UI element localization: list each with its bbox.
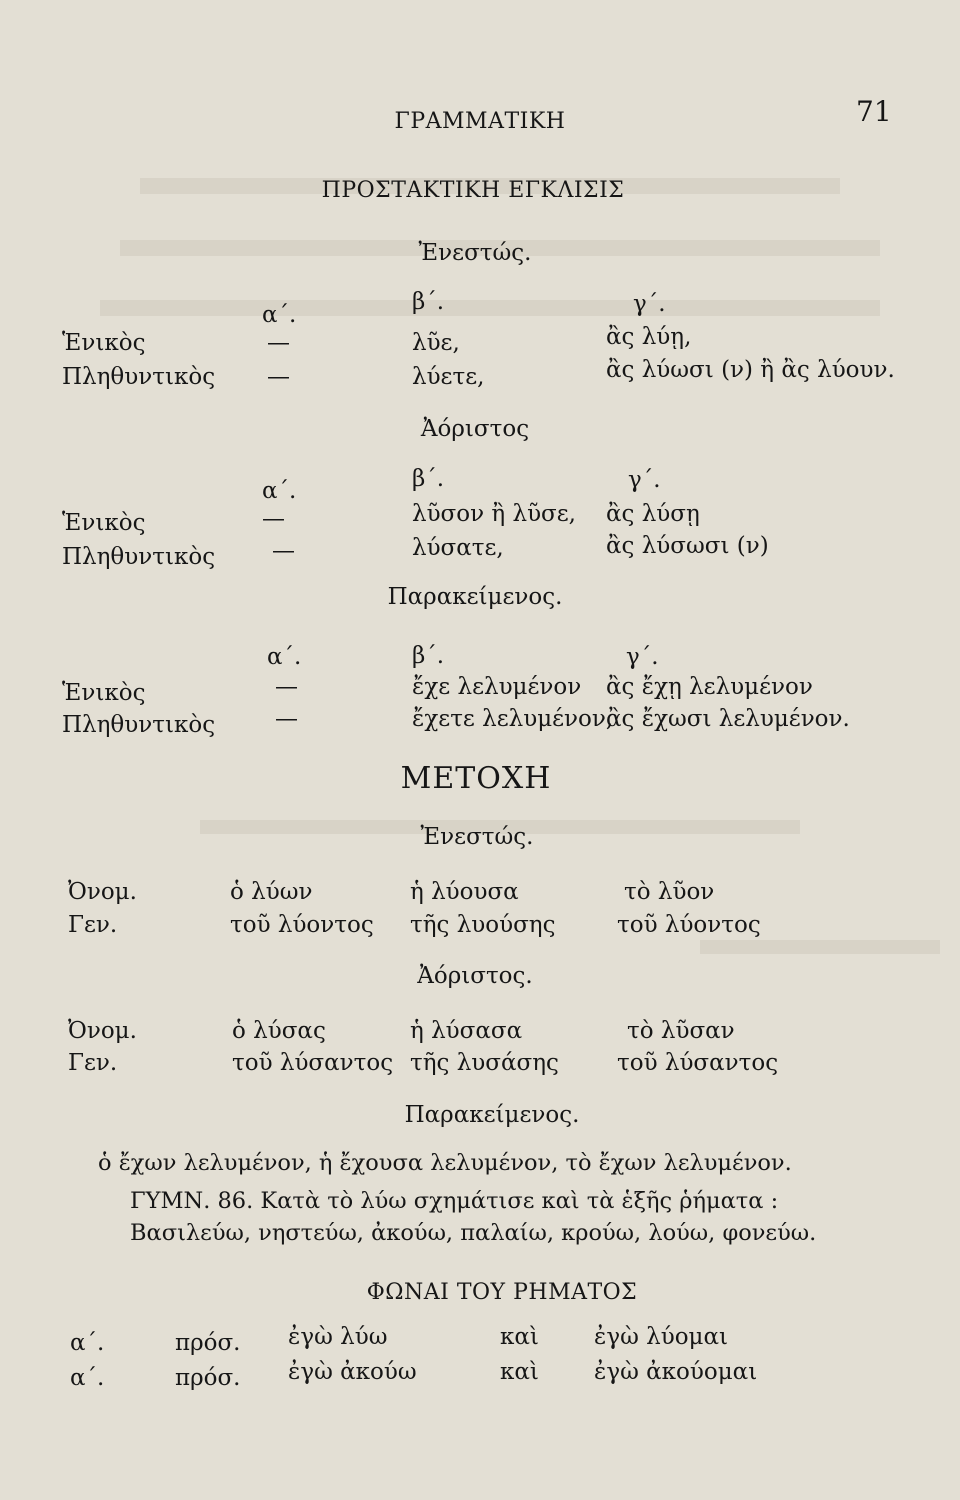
imperative-present-tense: Ἐνεστώς. (418, 240, 532, 266)
form-cell: ἂς λύῃ, (606, 324, 692, 350)
form-cell: λύσατε, (412, 535, 504, 561)
active-form: ἐγὼ λύω (288, 1324, 388, 1350)
case-label: Ὀνομ. (68, 1018, 137, 1044)
form-cell: ἂς λύσωσι (ν) (606, 533, 769, 559)
form-cell: λῦε, (412, 330, 460, 356)
row-label-singular: Ἑνικὸς (62, 510, 146, 536)
form-cell: ἂς ἔχωσι λελυμένον. (606, 706, 850, 732)
participle-perfect-line: ὁ ἔχων λελυμένον, ἡ ἔχουσα λελυμένον, τὸ ἔχων λελυμένον. (98, 1150, 792, 1176)
col-beta: β΄. (412, 289, 445, 315)
feminine-form: ἡ λύσασα (410, 1018, 523, 1044)
row-label-plural: Πληθυντικὸς (62, 544, 216, 570)
col-gamma: γ΄. (628, 467, 661, 493)
participle-present-tense: Ἐνεστώς. (420, 824, 534, 850)
col-alpha: α΄. (262, 302, 297, 328)
conjunction: καὶ (500, 1324, 539, 1350)
case-label: Γεν. (68, 1050, 118, 1076)
col-alpha: α΄. (262, 478, 297, 504)
form-cell: λύετε, (412, 364, 485, 390)
col-gamma: γ΄. (626, 644, 659, 670)
row-dash: — (275, 674, 298, 700)
imperative-heading: ΠΡΟΣΤΑΚΤΙΚΗ ΕΓΚΛΙΣΙΣ (321, 178, 625, 203)
person-number: α΄. (70, 1330, 105, 1356)
feminine-form: ἡ λύουσα (410, 879, 519, 905)
row-label-plural: Πληθυντικὸς (62, 364, 216, 390)
neuter-form: τοῦ λύοντος (617, 912, 761, 938)
passive-form: ἐγὼ ἀκούομαι (594, 1359, 758, 1385)
masculine-form: ὁ λύων (230, 879, 313, 905)
imperative-aorist-tense: Ἀόριστος (420, 416, 530, 442)
exercise-verb-list: Βασιλεύω, νηστεύω, ἀκούω, παλαίω, κρούω, λούω, φονεύω. (130, 1220, 817, 1246)
case-label: Γεν. (68, 912, 118, 938)
row-label-singular: Ἑνικὸς (62, 680, 146, 706)
masculine-form: ὁ λύσας (232, 1018, 326, 1044)
person-label: πρόσ. (175, 1330, 241, 1356)
row-dash: — (267, 330, 290, 356)
row-label-singular: Ἑνικὸς (62, 330, 146, 356)
neuter-form: τὸ λῦον (624, 879, 715, 905)
imperative-perfect-tense: Παρακείμενος. (387, 584, 563, 610)
conjunction: καὶ (500, 1359, 539, 1385)
form-cell: ἔχε λελυμένον (412, 674, 582, 700)
person-label: πρόσ. (175, 1365, 241, 1391)
neuter-form: τὸ λῦσαν (627, 1018, 735, 1044)
participle-aorist-tense: Ἀόριστος. (417, 963, 533, 989)
feminine-form: τῆς λυσάσης (410, 1050, 559, 1076)
voices-heading: ΦΩΝΑΙ ΤΟΥ ΡΗΜΑΤΟΣ (366, 1280, 638, 1305)
form-cell: λῦσον ἢ λῦσε, (412, 501, 576, 527)
row-dash: — (267, 364, 290, 390)
col-beta: β΄. (412, 466, 445, 492)
neuter-form: τοῦ λύσαντος (617, 1050, 779, 1076)
running-title: ΓΡΑΜΜΑΤΙΚΗ (394, 109, 566, 134)
masculine-form: τοῦ λύσαντος (232, 1050, 394, 1076)
participle-heading: ΜΕΤΟΧΗ (400, 761, 552, 796)
col-beta: β΄. (412, 643, 445, 669)
form-cell: ἂς λύσῃ (606, 501, 700, 527)
row-dash: — (272, 538, 295, 564)
row-dash: — (262, 506, 285, 532)
person-number: α΄. (70, 1365, 105, 1391)
row-dash: — (275, 706, 298, 732)
participle-perfect-tense: Παρακείμενος. (404, 1102, 580, 1128)
masculine-form: τοῦ λύοντος (230, 912, 374, 938)
active-form: ἐγὼ ἀκούω (288, 1359, 417, 1385)
col-gamma: γ΄. (633, 291, 666, 317)
form-cell: ἔχετε λελυμένον, (412, 706, 614, 732)
page-number: 71 (856, 95, 892, 128)
case-label: Ὀνομ. (68, 879, 137, 905)
row-label-plural: Πληθυντικὸς (62, 712, 216, 738)
form-cell: ἂς ἔχῃ λελυμένον (606, 674, 813, 700)
form-cell: ἂς λύωσι (ν) ἢ ἂς λύουν. (606, 357, 895, 383)
exercise-instruction: ΓΥΜΝ. 86. Κατὰ τὸ λύω σχημάτισε καὶ τὰ ἑξῆς ῥήματα : (130, 1188, 779, 1214)
feminine-form: τῆς λυούσης (410, 912, 556, 938)
passive-form: ἐγὼ λύομαι (594, 1324, 729, 1350)
col-alpha: α΄. (267, 644, 302, 670)
